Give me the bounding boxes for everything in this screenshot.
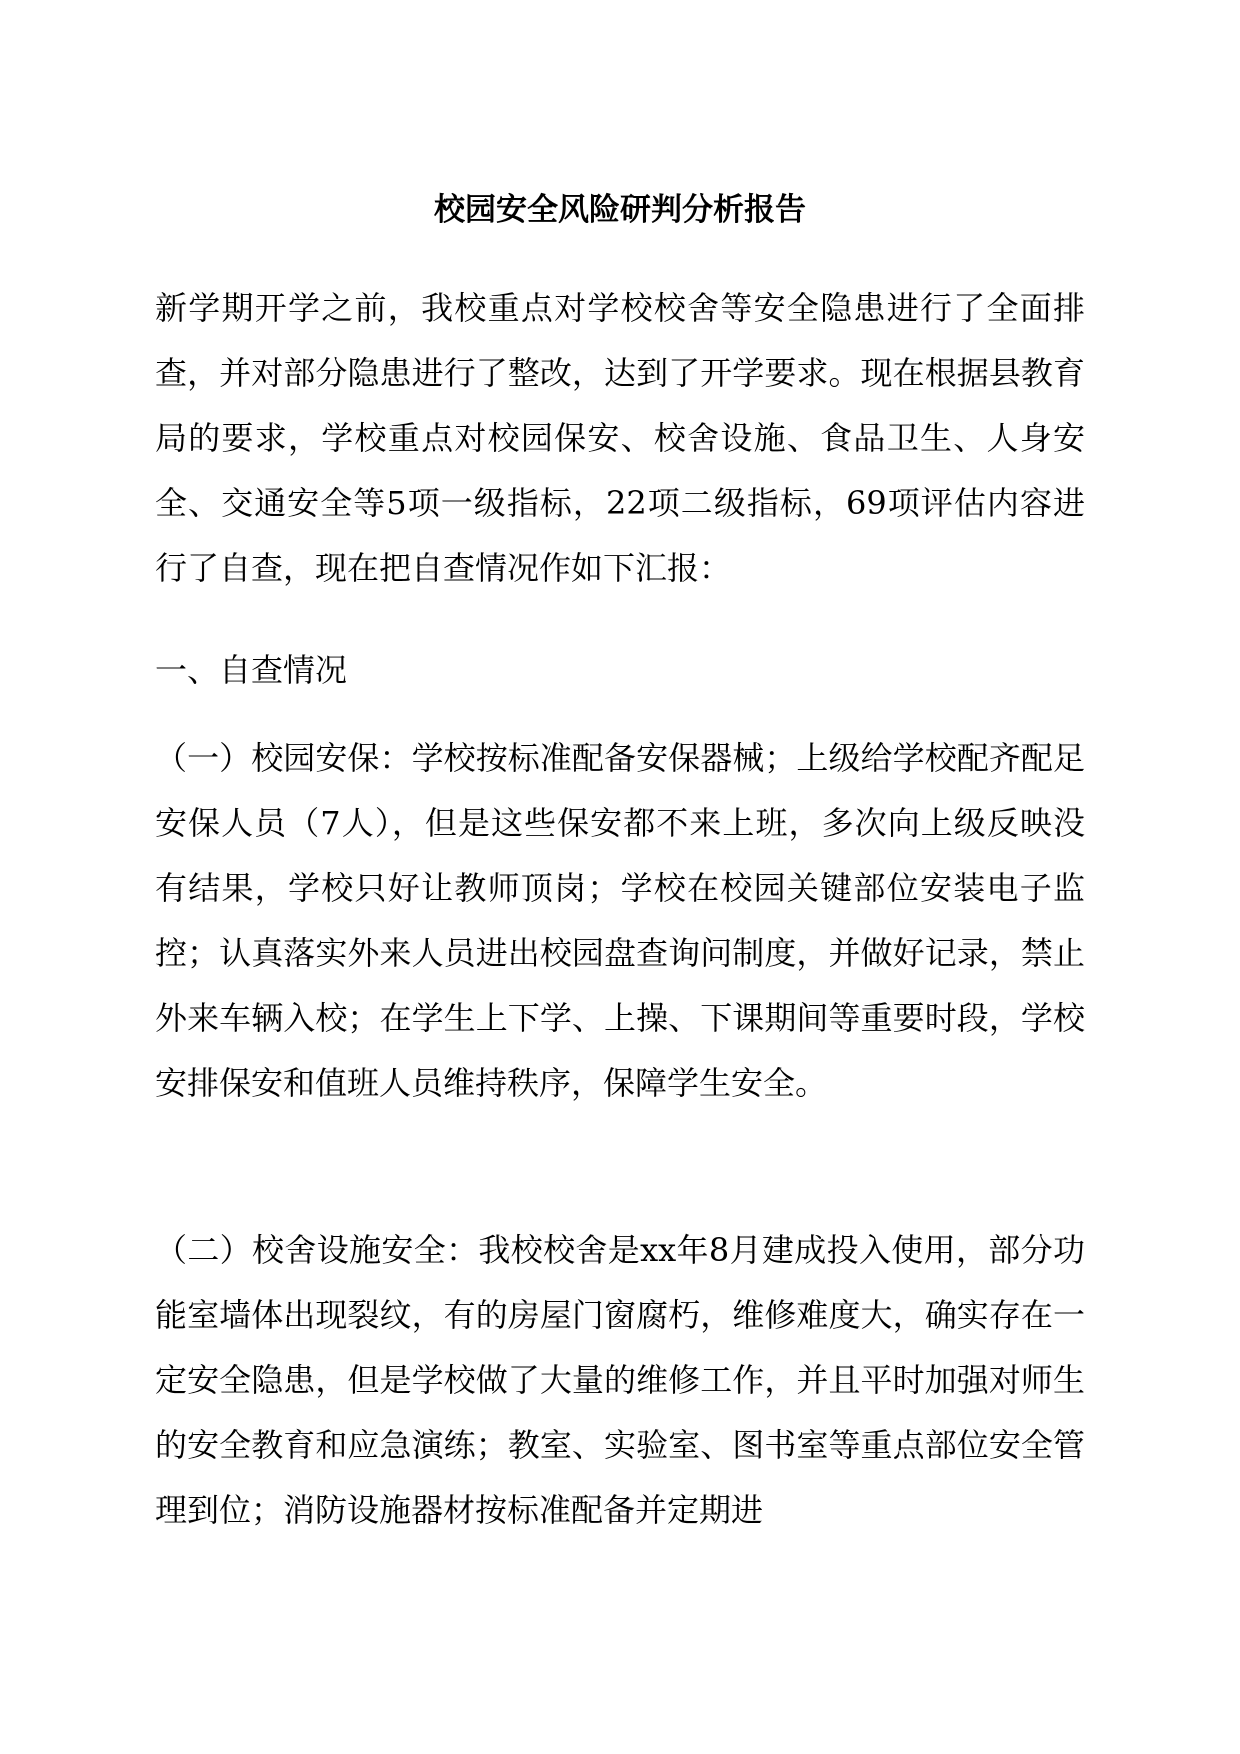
building-facilities-paragraph: （二）校舍设施安全：我校校舍是xx年8月建成投入使用，部分功能室墙体出现裂纹，有的房屋门窗腐朽，维修难度大，确实存在一定安全隐患，但是学校做了大量的维修工作，并且平时加强对师生的安全教育和应急演练；教室、实验室、图书室等重点部位安全管理到位；消防设施器材按标准配备并定期进 — [155, 1231, 1085, 1529]
intro-paragraph: 新学期开学之前，我校重点对学校校舍等安全隐患进行了全面排查，并对部分隐患进行了整改，达到了开学要求。现在根据县教育局的要求，学校重点对校园保安、校舍设施、食品卫生、人身安全、交通安全等5项一级指标，22项二级指标，69项评估内容进行了自查，现在把自查情况作如下汇报： — [155, 289, 1085, 587]
report-title: 校园安全风险研判分析报告 — [434, 192, 806, 228]
campus-security-paragraph: （一）校园安保：学校按标准配备安保器械；上级给学校配齐配足安保人员（7人），但是这些保安都不来上班，多次向上级反映没有结果，学校只好让教师顶岗；学校在校园关键部位安装电子监控；认真落实外来人员进出校园盘查询问制度，并做好记录，禁止外来车辆入校；在学生上下学、上操、下课期间等重要时段，学校安排保安和值班人员维持秩序，保障学生安全。 — [155, 739, 1085, 1102]
section-heading-self-inspection: 一、自查情况 — [155, 651, 348, 689]
